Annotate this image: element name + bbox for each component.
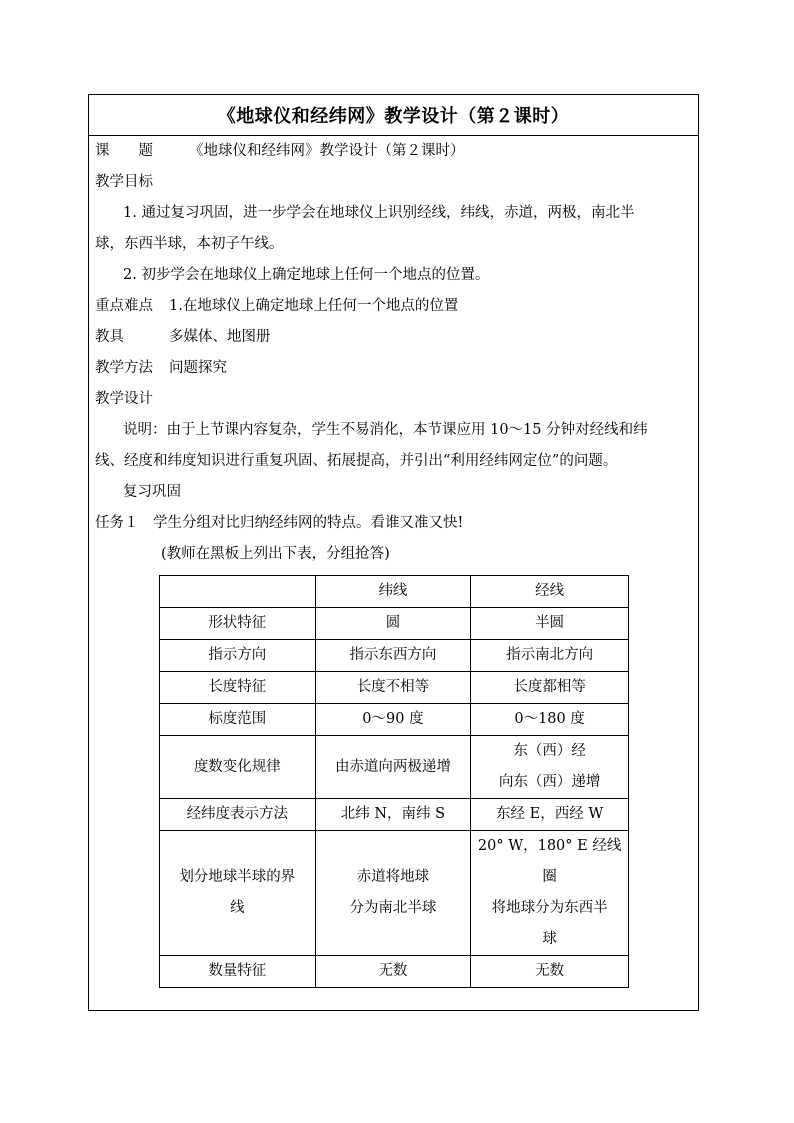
table-row [160,736,629,799]
comparison-table [159,575,629,988]
cell-line: 线 [230,900,245,916]
table-cell: 指示方向 [160,640,316,672]
objective-1-line1: 1. 通过复习巩固，进一步学会在地球仪上识别经线，纬线，赤道，两极，南北半 [123,205,635,221]
table-cell: 无数 [471,956,629,988]
key-points-label: 重点难点 [95,298,153,314]
task-1-note: (教师在黑板上列出下表，分组抢答) [161,546,390,562]
table-cell: 无数 [315,956,471,988]
tools-row [95,322,271,353]
lesson-value: 《地球仪和经纬网》教学设计（第２课时） [189,143,465,159]
header-cell: 经线 [471,576,629,608]
table-cell [315,831,471,956]
objective-1-line2: 球，东西半球，本初子午线。 [95,236,284,252]
table-cell: 东经 E，西经 W [471,799,629,831]
title-row [89,95,698,136]
cell-line: 将地球分为东西半 [491,900,608,916]
header-cell [160,576,316,608]
cell-line: 向东（西）递增 [498,774,601,790]
method-row [95,353,227,384]
cell-line: 分为南北半球 [349,900,437,916]
objectives-heading: 教学目标 [95,174,153,190]
design-note-line1: 说明：由于上节课内容复杂，学生不易消化，本节课应用 10～15 分钟对经线和纬 [123,422,648,438]
cell-line: 东（西）经 [513,743,586,759]
objective-2: 2. 初步学会在地球仪上确定地球上任何一个地点的位置。 [123,267,490,283]
table-cell: 长度特征 [160,672,316,704]
table-cell: 长度都相等 [471,672,629,704]
table-cell: 半圆 [471,608,629,640]
table-row [160,704,629,736]
table-cell: 指示南北方向 [471,640,629,672]
cell-line: 划分地球半球的界 [179,869,296,885]
cell-line: 20° W，180° E 经线 [477,838,622,854]
document-title: 《地球仪和经纬网》教学设计（第２课时） [217,106,570,127]
cell-line: 圈 [542,869,557,885]
table-cell [471,831,629,956]
tools-value: 多媒体、地图册 [169,329,271,345]
table-cell: 北纬 N，南纬 S [315,799,471,831]
table-row [160,956,629,988]
table-cell [160,831,316,956]
table-cell: 指示东西方向 [315,640,471,672]
table-row [160,608,629,640]
table-cell: 圆 [315,608,471,640]
table-cell: 由赤道向两极递增 [315,736,471,799]
lesson-row [95,136,465,167]
table-header-row [160,576,629,608]
lesson-plan-frame [88,94,699,1011]
table-row [160,831,629,956]
review-heading: 复习巩固 [123,484,181,500]
design-heading: 教学设计 [95,391,153,407]
table-cell: 数量特征 [160,956,316,988]
header-cell: 纬线 [315,576,471,608]
lesson-label: 课 题 [95,143,153,159]
table-cell: 0～90 度 [315,704,471,736]
design-note-line2: 线、经度和纬度知识进行重复巩固、拓展提高，并引出“利用经纬网定位”的问题。 [95,453,618,469]
table-cell: 标度范围 [160,704,316,736]
table-row [160,799,629,831]
method-value: 问题探究 [169,360,227,376]
table-cell: 经纬度表示方法 [160,799,316,831]
tools-label: 教具 [95,329,124,345]
table-row [160,672,629,704]
table-cell: 度数变化规律 [160,736,316,799]
table-cell: 形状特征 [160,608,316,640]
task-1: 任务１ 学生分组对比归纳经纬网的特点。看谁又准又快! [95,515,464,531]
table-cell: 0～180 度 [471,704,629,736]
table-cell: 长度不相等 [315,672,471,704]
method-label: 教学方法 [95,360,153,376]
cell-line: 赤道将地球 [356,869,430,885]
key-points-value: 1.在地球仪上确定地球上任何一个地点的位置 [169,298,459,314]
table-row [160,640,629,672]
table-cell [471,736,629,799]
cell-line: 球 [542,931,557,947]
key-points-row [95,291,458,322]
